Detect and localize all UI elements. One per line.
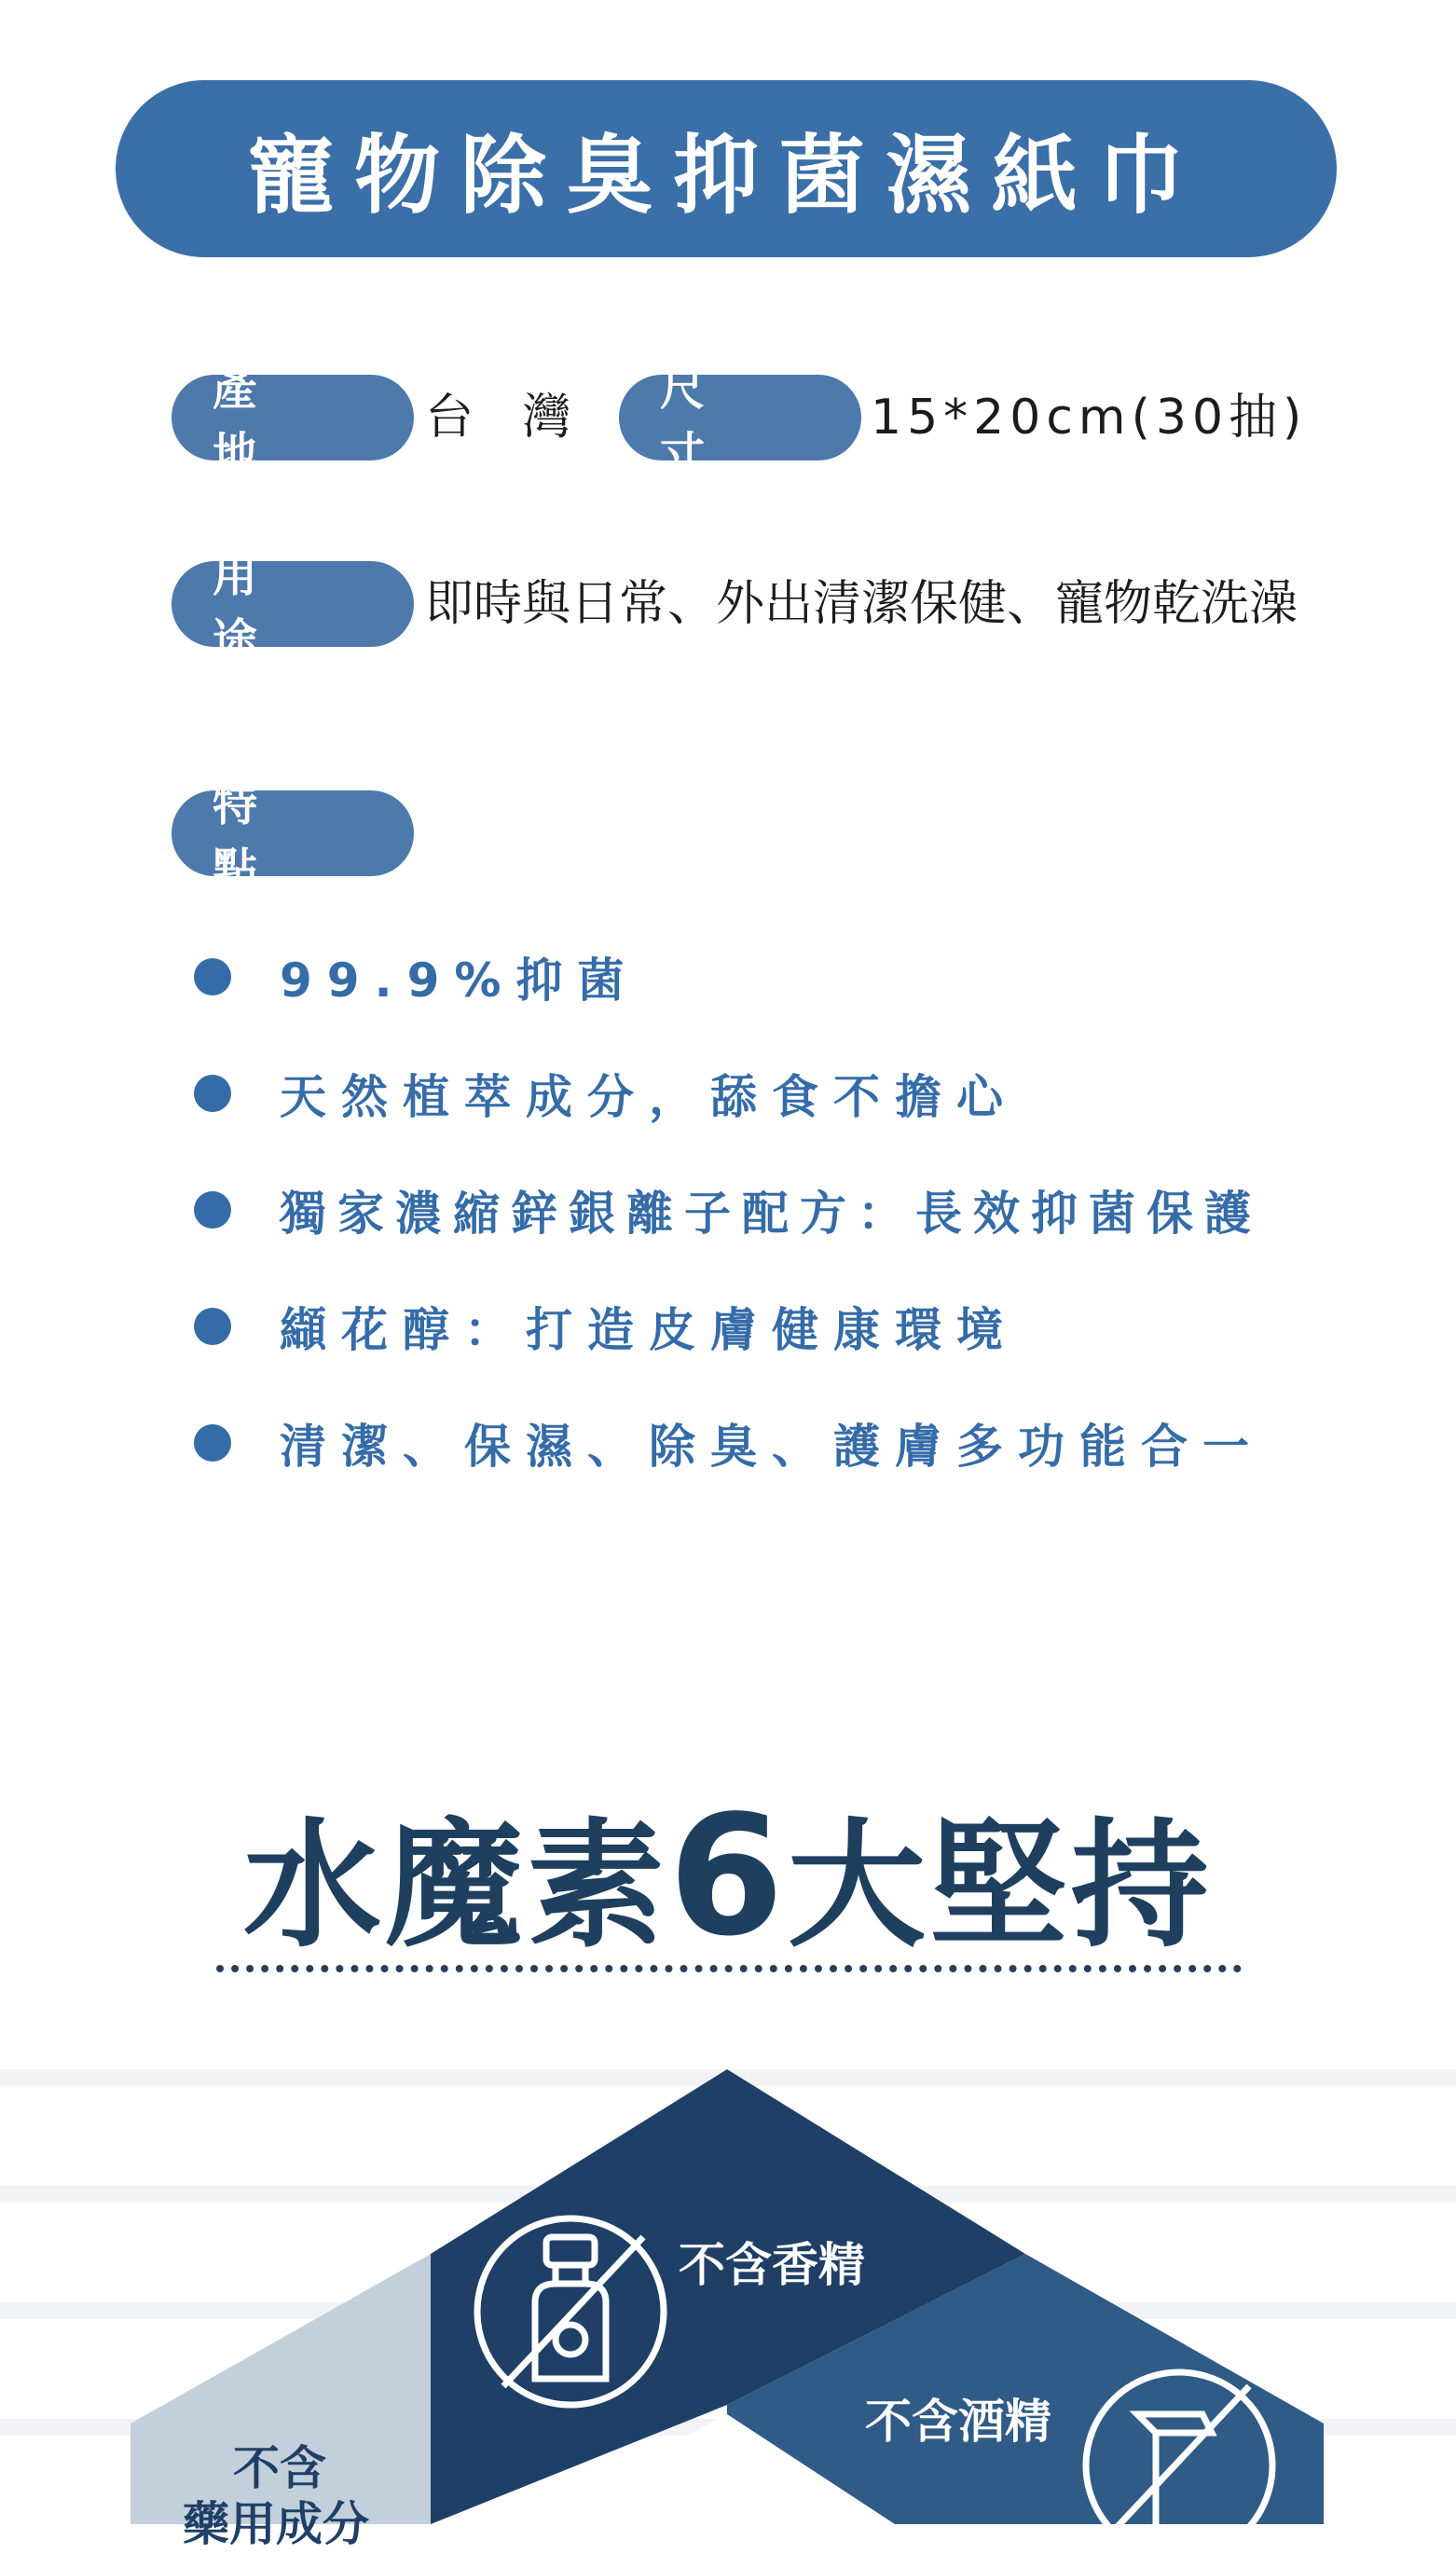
usage-label: 用 途 xyxy=(213,550,299,666)
origin-value: 台 灣 xyxy=(425,390,588,446)
alcohol-free-label: 不含酒精 xyxy=(865,2395,1051,2449)
drug-free-label-line2: 藥用成分 xyxy=(183,2497,369,2551)
size-value: 15*20cm(30抽) xyxy=(871,390,1308,446)
feature-text: 99.9%抑菌 xyxy=(280,954,639,1008)
title-banner xyxy=(116,80,1337,257)
title-part2: 大堅持 xyxy=(787,1806,1213,1966)
title-part1: 水魔素 xyxy=(243,1806,669,1966)
feature-text: 清潔、保濕、除臭、護膚多功能合一 xyxy=(280,1420,1264,1474)
commitments-diagram xyxy=(0,2032,1456,2551)
page-title: 寵物除臭抑菌濕紙巾 xyxy=(247,126,1204,226)
feature-item xyxy=(194,1065,1018,1124)
bullet-dot xyxy=(194,1308,231,1345)
feature-item xyxy=(194,1415,1264,1474)
feature-text: 天然植萃成分，舔食不擔心 xyxy=(280,1070,1018,1124)
feature-text: 獨家濃縮鋅銀離子配方：長效抑菌保護 xyxy=(280,1187,1262,1241)
feature-item xyxy=(194,949,639,1008)
size-label-pill xyxy=(619,364,861,480)
bullet-dot xyxy=(194,958,231,996)
drug-free-label-line1: 不含 xyxy=(233,2441,326,2495)
usage-value: 即時與日常、外出清潔保健、寵物乾洗澡 xyxy=(425,576,1298,632)
bullet-dot xyxy=(194,1191,231,1229)
size-label: 尺 寸 xyxy=(660,364,747,480)
origin-label-pill xyxy=(172,364,414,480)
features-label-pill xyxy=(172,779,414,896)
usage-label-pill xyxy=(172,550,414,666)
dotted-divider xyxy=(216,1965,1242,1972)
bullet-dot xyxy=(194,1075,231,1112)
fragrance-free-label: 不含香精 xyxy=(679,2238,865,2292)
feature-text: 纈花醇：打造皮膚健康環境 xyxy=(280,1303,1018,1357)
commitments-title xyxy=(0,1776,1456,1973)
origin-label: 產 地 xyxy=(213,364,299,480)
feature-item xyxy=(194,1298,1018,1357)
title-number: 6 xyxy=(668,1779,788,1972)
features-label: 特 點 xyxy=(213,779,299,896)
bullet-dot xyxy=(194,1424,231,1462)
feature-item xyxy=(194,1182,1262,1241)
